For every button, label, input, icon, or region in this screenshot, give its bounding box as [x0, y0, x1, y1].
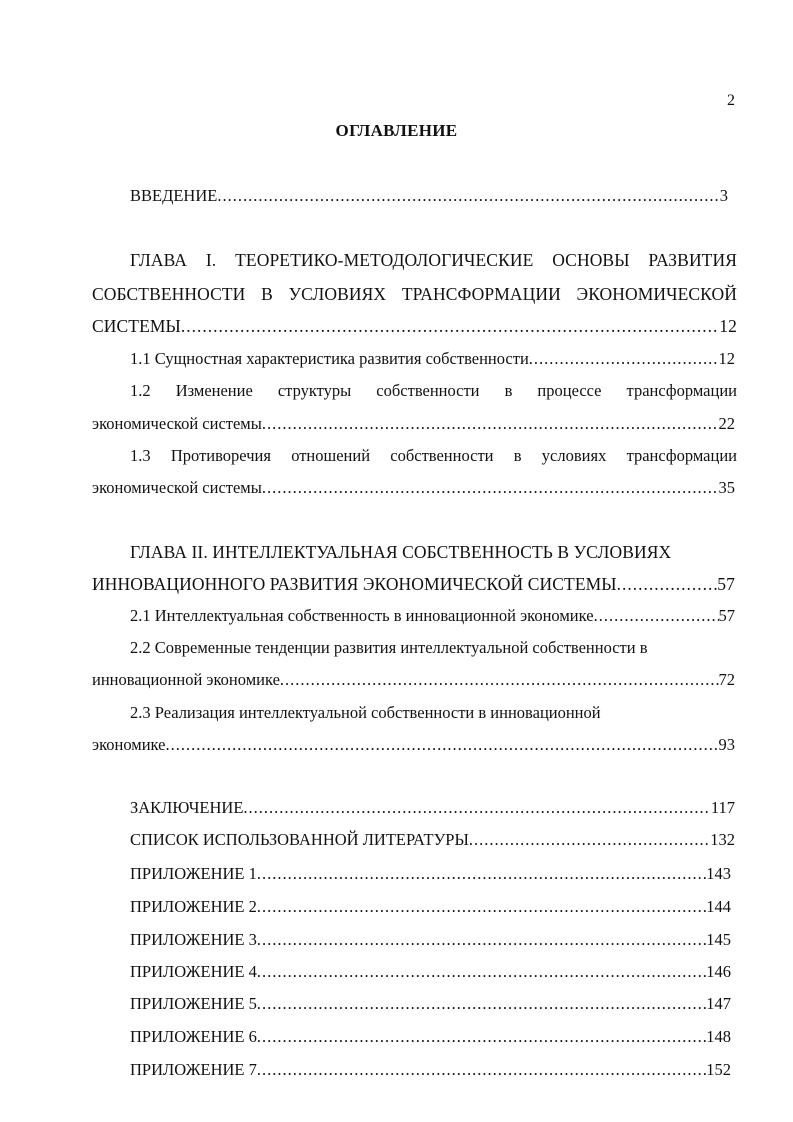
chapter-1-heading-line-2: СОБСТВЕННОСТИ В УСЛОВИЯХ ТРАНСФОРМАЦИИ ЭКОНОМИЧЕСКОЙ: [92, 284, 737, 304]
toc-entry-label: 2.1 Интеллектуальная собственность в инновационной экономике: [130, 606, 594, 625]
toc-entry-page: 93: [718, 735, 735, 754]
toc-entry-label: ВВЕДЕНИЕ: [130, 186, 218, 205]
dot-leader: [243, 798, 710, 818]
chapter-2-heading-line-1: ГЛАВА II. ИНТЕЛЛЕКТУАЛЬНАЯ СОБСТВЕННОСТЬ В УСЛОВИЯХ: [130, 542, 672, 562]
toc-entry-label: ИННОВАЦИОННОГО РАЗВИТИЯ ЭКОНОМИЧЕСКОЙ СИСТЕМЫ: [92, 574, 617, 594]
toc-entry-chapter-2[interactable]: [92, 574, 735, 594]
toc-entry-2-2[interactable]: [92, 670, 735, 690]
toc-entry-page: 57: [717, 574, 735, 594]
toc-entry-label: ПРИЛОЖЕНИЕ 5: [130, 994, 257, 1013]
dot-leader: [594, 606, 719, 626]
toc-entry-page: 132: [710, 830, 735, 849]
dot-leader: [262, 414, 719, 434]
dot-leader: [257, 962, 706, 982]
toc-entry-2-3-line-1: 2.3 Реализация интеллектуальной собственности в инновационной: [130, 703, 601, 722]
dot-leader: [181, 316, 719, 336]
toc-entry-appendix-2[interactable]: [130, 897, 731, 917]
toc-entry-appendix-1[interactable]: [130, 864, 731, 884]
toc-entry-label: ПРИЛОЖЕНИЕ 6: [130, 1027, 257, 1046]
toc-entry-label: ПРИЛОЖЕНИЕ 3: [130, 930, 257, 949]
dot-leader: [469, 830, 710, 850]
dot-leader: [280, 670, 719, 690]
toc-entry-1-3-line-1: 1.3 Противоречия отношений собственности в условиях трансформации: [130, 446, 737, 465]
dot-leader: [617, 574, 718, 594]
toc-entry-label: ЗАКЛЮЧЕНИЕ: [130, 798, 244, 817]
toc-title: ОГЛАВЛЕНИЕ: [335, 121, 458, 140]
toc-entry-page: 12: [719, 316, 737, 336]
toc-entry-references[interactable]: [130, 830, 735, 850]
toc-entry-2-3[interactable]: [92, 735, 735, 755]
toc-entry-label: ПРИЛОЖЕНИЕ 4: [130, 962, 257, 981]
toc-entry-appendix-4[interactable]: [130, 962, 731, 982]
toc-entry-appendix-6[interactable]: [130, 1027, 731, 1047]
toc-entry-intro[interactable]: [130, 186, 728, 206]
toc-entry-label: СИСТЕМЫ: [92, 316, 181, 336]
toc-entry-appendix-5[interactable]: [130, 994, 731, 1014]
toc-entry-page: 152: [706, 1060, 731, 1079]
toc-entry-label: экономической системы: [92, 414, 262, 433]
toc-entry-1-2[interactable]: [92, 414, 735, 434]
toc-entry-label: инновационной экономике: [92, 670, 280, 689]
toc-entry-page: 145: [706, 930, 731, 949]
toc-entry-page: 148: [706, 1027, 731, 1046]
dot-leader: [217, 186, 719, 206]
dot-leader: [257, 930, 706, 950]
chapter-1-heading-line-1: ГЛАВА I. ТЕОРЕТИКО-МЕТОДОЛОГИЧЕСКИЕ ОСНОВЫ РАЗВИТИЯ: [130, 250, 737, 270]
dot-leader: [257, 897, 706, 917]
dot-leader: [165, 735, 718, 755]
dot-leader: [257, 1060, 706, 1080]
toc-entry-page: 3: [719, 186, 728, 205]
toc-entry-conclusion[interactable]: [130, 798, 735, 818]
dot-leader: [529, 349, 719, 369]
dot-leader: [257, 864, 706, 884]
dot-leader: [257, 1027, 706, 1047]
toc-entry-chapter-1[interactable]: [92, 316, 737, 336]
page-number: 2: [727, 92, 735, 109]
dot-leader: [262, 478, 719, 498]
toc-entry-page: 22: [718, 414, 735, 433]
toc-entry-label: 1.1 Сущностная характеристика развития собственности: [130, 349, 529, 368]
toc-entry-page: 143: [706, 864, 731, 883]
toc-entry-page: 146: [706, 962, 731, 981]
toc-entry-page: 117: [710, 798, 735, 817]
toc-entry-label: экономической системы: [92, 478, 262, 497]
toc-entry-label: СПИСОК ИСПОЛЬЗОВАННОЙ ЛИТЕРАТУРЫ: [130, 830, 469, 849]
toc-entry-appendix-7[interactable]: [130, 1060, 731, 1080]
toc-entry-2-2-line-1: 2.2 Современные тенденции развития интеллектуальной собственности в: [130, 638, 648, 657]
toc-entry-page: 12: [718, 349, 735, 368]
toc-entry-2-1[interactable]: [130, 606, 735, 626]
toc-entry-1-1[interactable]: [130, 349, 735, 369]
toc-entry-appendix-3[interactable]: [130, 930, 731, 950]
toc-entry-label: ПРИЛОЖЕНИЕ 2: [130, 897, 257, 916]
dot-leader: [257, 994, 706, 1014]
toc-entry-page: 144: [706, 897, 731, 916]
toc-entry-page: 57: [718, 606, 735, 625]
toc-entry-label: экономике: [92, 735, 166, 754]
toc-entry-label: ПРИЛОЖЕНИЕ 7: [130, 1060, 257, 1079]
toc-entry-page: 147: [706, 994, 731, 1013]
toc-entry-1-3[interactable]: [92, 478, 735, 498]
toc-entry-1-2-line-1: 1.2 Изменение структуры собственности в процессе трансформации: [130, 381, 737, 400]
toc-entry-page: 72: [718, 670, 735, 689]
toc-entry-page: 35: [718, 478, 735, 497]
toc-entry-label: ПРИЛОЖЕНИЕ 1: [130, 864, 257, 883]
